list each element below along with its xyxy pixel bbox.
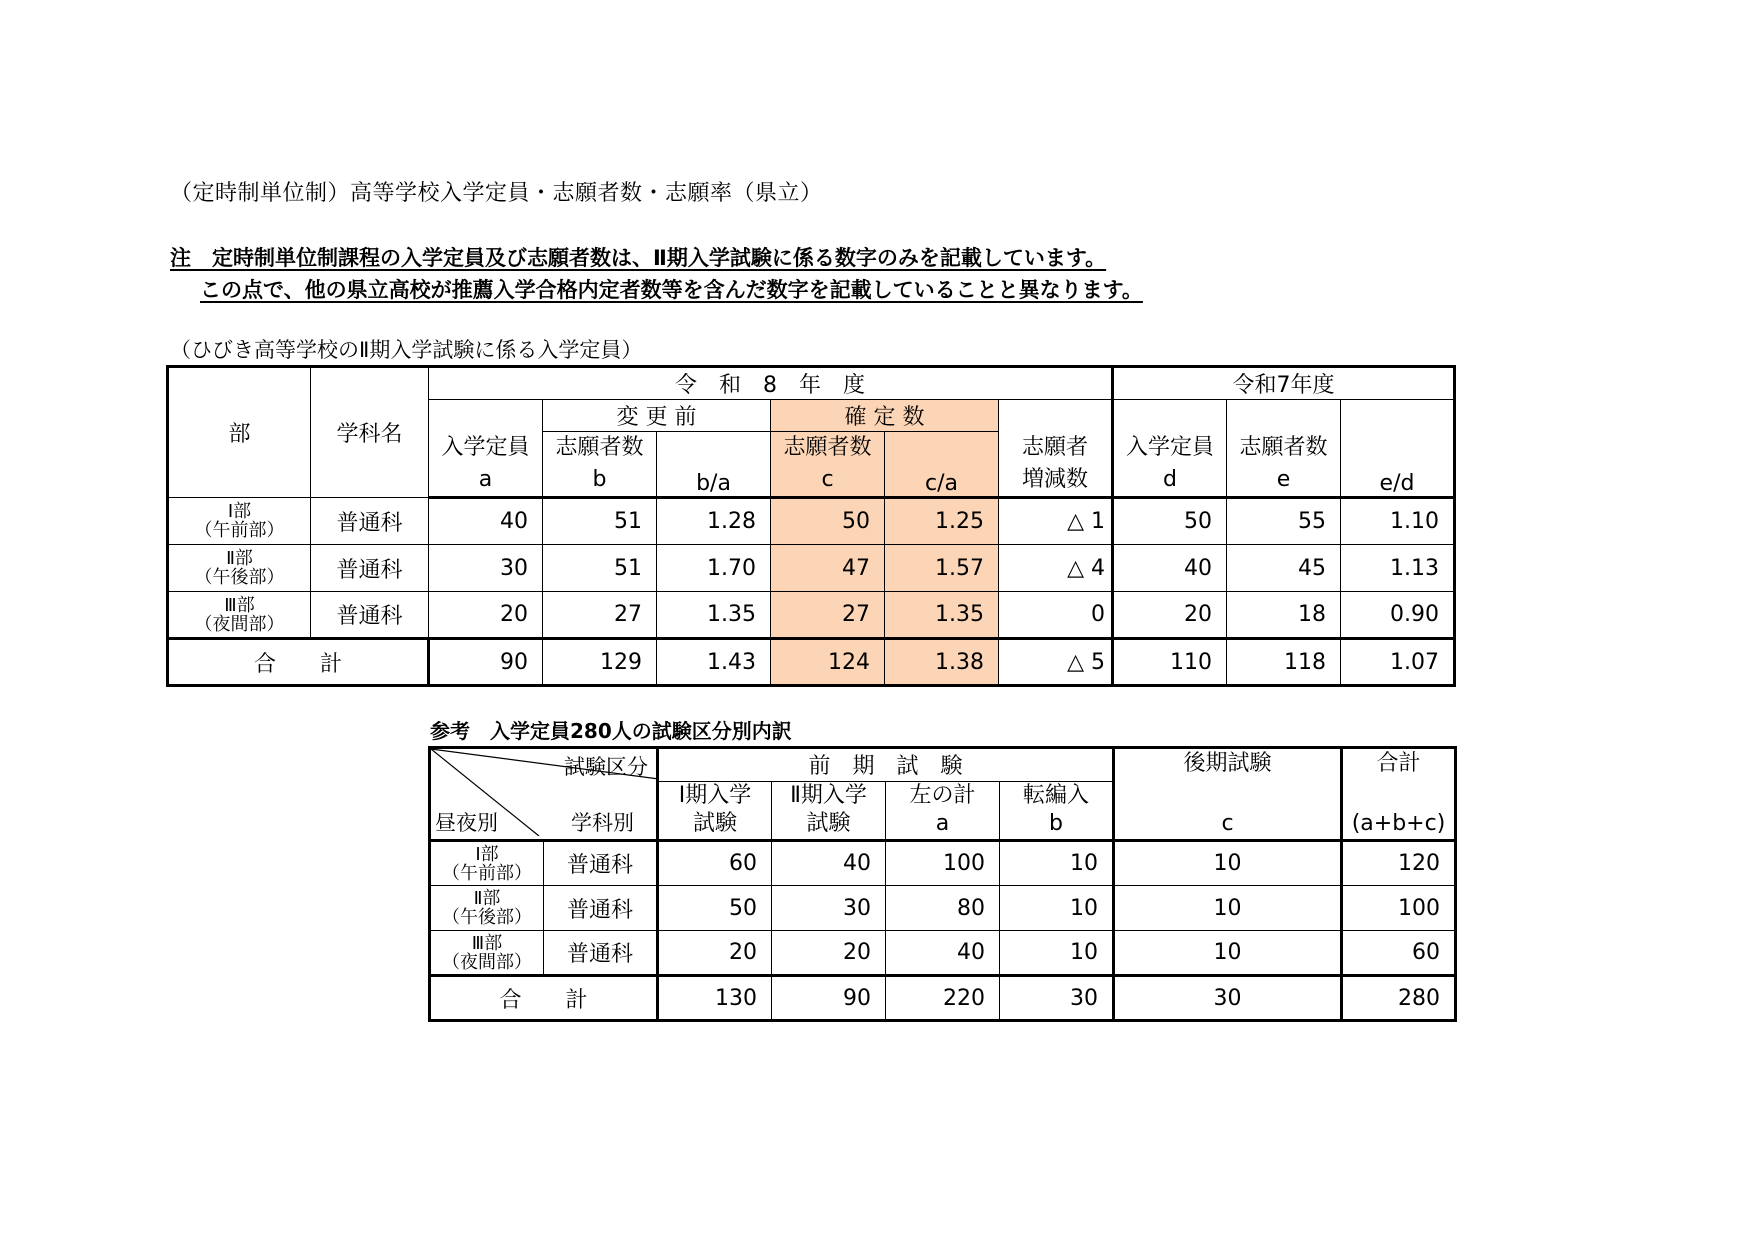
table1-caption: （ひびき高等学校のⅡ期入学試験に係る入学定員） — [170, 338, 643, 362]
shigan-e-cell: 18 — [1227, 592, 1341, 639]
shigan-e-cell: 55 — [1227, 498, 1341, 545]
gakka-cell: 普通科 — [544, 886, 658, 931]
table-row — [430, 886, 1456, 931]
header-kouki-label: 後期試験 — [1183, 751, 1272, 776]
header-gakka — [311, 367, 429, 498]
bu-cell — [168, 498, 311, 545]
total-ii-cell: 90 — [772, 976, 886, 1021]
header-confirmed: 確 定 数 — [771, 400, 999, 432]
header-i-label-1: Ⅰ期入学 — [678, 783, 752, 809]
i-cell: 50 — [658, 886, 772, 931]
bu-cell — [430, 931, 544, 976]
bu-label: Ⅰ部 — [475, 843, 499, 865]
bu-cell — [168, 592, 311, 639]
capacity-applicants-table — [166, 365, 1456, 687]
note-line-1: 注 定時制単位制課程の入学定員及び志願者数は、Ⅱ期入学試験に係る数字のみを記載しています。 — [170, 246, 1107, 270]
ratio-ba-cell: 1.28 — [657, 498, 771, 545]
ratio-ed-cell: 1.13 — [1341, 545, 1455, 592]
total-a-cell: 90 — [429, 639, 543, 686]
ratio-ba-cell: 1.35 — [657, 592, 771, 639]
table-row — [430, 931, 1456, 976]
total-t-cell: 280 — [1342, 976, 1456, 1021]
ratio-ca-cell: 1.25 — [885, 498, 999, 545]
total-ed-cell: 1.07 — [1341, 639, 1455, 686]
bu-cell — [430, 886, 544, 931]
shigan-c-cell: 47 — [771, 545, 885, 592]
b-cell: 10 — [1000, 886, 1114, 931]
header-ba-label: b/a — [696, 471, 731, 496]
total-i-cell: 130 — [658, 976, 772, 1021]
header-ca — [885, 432, 999, 498]
gakka-cell: 普通科 — [311, 592, 429, 639]
header-ii-label-1: Ⅱ期入学 — [790, 783, 867, 809]
header-chuya: 昼夜別 — [435, 811, 498, 835]
header-ed-label: e/d — [1379, 471, 1415, 496]
total-cell: 60 — [1342, 931, 1456, 976]
header-kouki-c: c — [1221, 811, 1234, 836]
bu-sub-label: （午後部） — [442, 907, 532, 928]
total-diff-cell: △ 5 — [999, 639, 1113, 686]
teiin-a-cell: 20 — [429, 592, 543, 639]
total-b-cell: 30 — [1000, 976, 1114, 1021]
b-cell: 10 — [1000, 931, 1114, 976]
header-b-label: b — [592, 467, 607, 492]
a-cell: 40 — [886, 931, 1000, 976]
bu-sub-label: （午前部） — [194, 520, 285, 541]
bu-sub-label: （午後部） — [194, 567, 285, 588]
header-shigan-e-label: 志願者数 — [1239, 434, 1328, 460]
total-cell: 120 — [1342, 841, 1456, 886]
total-e-cell: 118 — [1227, 639, 1341, 686]
header-ba — [657, 432, 771, 498]
teiin-a-cell: 30 — [429, 545, 543, 592]
diagonal-header — [430, 748, 658, 841]
diff-cell: △ 4 — [999, 545, 1113, 592]
header-before: 変 更 前 — [543, 400, 771, 432]
page-title: （定時制単位制）高等学校入学定員・志願者数・志願率（県立） — [170, 181, 823, 206]
total-a-cell: 220 — [886, 976, 1000, 1021]
c-cell: 10 — [1114, 886, 1342, 931]
bu-sub-label: （夜間部） — [442, 951, 532, 973]
header-c-label: c — [821, 467, 834, 492]
header-teiin-d-label: 入学定員 — [1125, 434, 1214, 460]
header-reiwa8: 令 和 8 年 度 — [429, 367, 1113, 400]
diff-cell: △ 1 — [999, 498, 1113, 545]
header-shigan-b — [543, 432, 657, 498]
header-total-label: 合計 — [1376, 751, 1421, 776]
header-d-label: d — [1163, 466, 1177, 492]
teiin-a-cell: 40 — [429, 498, 543, 545]
total-cell: 100 — [1342, 886, 1456, 931]
bu-label: Ⅱ部 — [473, 888, 501, 909]
header-teiin — [429, 432, 543, 498]
table-row — [168, 592, 1455, 639]
header-shigan-c-label: 志願者数 — [783, 435, 872, 460]
header-row-1 — [168, 367, 1455, 400]
c-cell: 10 — [1114, 841, 1342, 886]
shigan-c-cell: 27 — [771, 592, 885, 639]
header-d-top — [1113, 400, 1227, 432]
ratio-ed-cell: 1.10 — [1341, 498, 1455, 545]
total-row — [168, 639, 1455, 686]
header-ed — [1341, 432, 1455, 498]
header-kubun: 試験区分 — [564, 755, 648, 779]
gakka-cell: 普通科 — [311, 498, 429, 545]
header-total — [1342, 748, 1456, 841]
note-line-2: この点で、他の県立高校が推薦入学合格内定者数等を含んだ数字を記載していることと異なります。 — [200, 278, 1143, 302]
shigan-b-cell: 51 — [543, 545, 657, 592]
header-total-formula: (a+b+c) — [1351, 811, 1446, 836]
header-ii — [772, 781, 886, 840]
ii-cell: 30 — [772, 886, 886, 931]
ratio-ba-cell: 1.70 — [657, 545, 771, 592]
header-ten — [1000, 781, 1114, 840]
bu-label: Ⅲ部 — [224, 594, 255, 616]
header-kouki — [1114, 748, 1342, 841]
teiin-d-cell: 20 — [1113, 592, 1227, 639]
teiin-d-cell: 50 — [1113, 498, 1227, 545]
header-e-label: e — [1276, 466, 1291, 492]
bu-label: Ⅲ部 — [471, 932, 503, 954]
header-bu — [168, 367, 311, 498]
header-zenki: 前 期 試 験 — [658, 748, 1114, 782]
a-cell: 80 — [886, 886, 1000, 931]
header-ten-label-1: 転編入 — [1022, 783, 1089, 809]
shigan-b-cell: 51 — [543, 498, 657, 545]
ratio-ca-cell: 1.35 — [885, 592, 999, 639]
ratio-ca-cell: 1.57 — [885, 545, 999, 592]
a-cell: 100 — [886, 841, 1000, 886]
table-row — [168, 545, 1455, 592]
header-zougen-label-1: 志願者 — [1021, 434, 1088, 460]
total-d-cell: 110 — [1113, 639, 1227, 686]
total-ca-cell: 1.38 — [885, 639, 999, 686]
bu-cell — [168, 545, 311, 592]
bu-sub-label: （夜間部） — [194, 613, 285, 635]
ratio-ed-cell: 0.90 — [1341, 592, 1455, 639]
header-i-label-2: 試験 — [692, 811, 737, 837]
gakka-cell: 普通科 — [311, 545, 429, 592]
ii-cell: 40 — [772, 841, 886, 886]
bu-label: Ⅱ部 — [226, 548, 253, 569]
b-cell: 10 — [1000, 841, 1114, 886]
c-cell: 10 — [1114, 931, 1342, 976]
header-shigan-e — [1227, 432, 1341, 498]
header-gakka-label: 学科名 — [336, 422, 403, 447]
header-zougen — [999, 432, 1113, 498]
header-teiin-d — [1113, 432, 1227, 498]
header-teiin-top — [429, 400, 543, 432]
i-cell: 20 — [658, 931, 772, 976]
total-label: 合 計 — [168, 639, 429, 686]
header-ca-label: c/a — [925, 471, 958, 496]
table2-caption: 参考 入学定員280人の試験区分別内訳 — [430, 719, 792, 743]
header-zougen-label-2: 増減数 — [1021, 466, 1088, 492]
total-c-cell: 124 — [771, 639, 885, 686]
total-c-cell: 30 — [1114, 976, 1342, 1021]
header-left-label-2: a — [935, 811, 950, 837]
header-left — [886, 781, 1000, 840]
bu-sub-label: （午前部） — [442, 862, 532, 884]
header-shigan-b-label: 志願者数 — [555, 435, 644, 460]
shigan-b-cell: 27 — [543, 592, 657, 639]
header-i — [658, 781, 772, 840]
header-bu-label: 部 — [228, 422, 251, 447]
header-zougen-top — [999, 400, 1113, 432]
header-row-1 — [430, 748, 1456, 782]
bu-cell — [430, 841, 544, 886]
header-reiwa7: 令和7年度 — [1113, 367, 1455, 400]
header-e-top — [1227, 400, 1341, 432]
header-gakka: 学科別 — [571, 811, 634, 835]
gakka-cell: 普通科 — [544, 841, 658, 886]
header-ii-label-2: 試験 — [806, 811, 851, 837]
i-cell: 60 — [658, 841, 772, 886]
header-ed-top — [1341, 400, 1455, 432]
bu-label: Ⅰ部 — [227, 501, 252, 522]
header-shigan-c — [771, 432, 885, 498]
shigan-e-cell: 45 — [1227, 545, 1341, 592]
gakka-cell: 普通科 — [544, 931, 658, 976]
total-label: 合 計 — [430, 976, 658, 1021]
header-a-label: a — [478, 466, 493, 492]
shigan-c-cell: 50 — [771, 498, 885, 545]
exam-breakdown-table — [428, 746, 1457, 1022]
header-teiin-label: 入学定員 — [441, 434, 530, 460]
total-b-cell: 129 — [543, 639, 657, 686]
table-row — [168, 498, 1455, 545]
header-left-label-1: 左の計 — [909, 783, 976, 809]
table-row — [430, 841, 1456, 886]
total-ba-cell: 1.43 — [657, 639, 771, 686]
header-ten-label-2: b — [1049, 811, 1063, 837]
total-row — [430, 976, 1456, 1021]
teiin-d-cell: 40 — [1113, 545, 1227, 592]
ii-cell: 20 — [772, 931, 886, 976]
diff-cell: 0 — [999, 592, 1113, 639]
